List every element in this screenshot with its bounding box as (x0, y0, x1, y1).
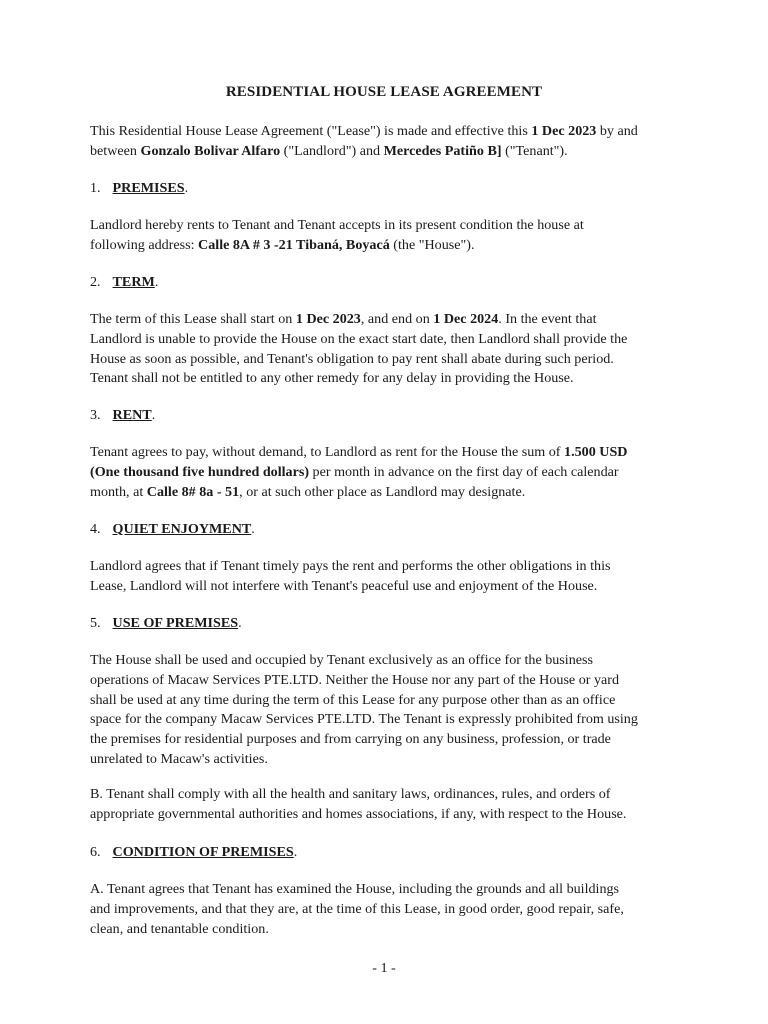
tenant-name: Mercedes Patiño B] (383, 142, 502, 159)
intro-paragraph: This Residential House Lease Agreement ("Lease") is made and effective this 1 Dec 2023 by and between Gonzalo Bolivar Alfaro ("Landlord") and Mercedes Patiño B] ("Tenant"). (90, 123, 638, 159)
term-paragraph: The term of this Lease shall start on 1 Dec 2023, and end on 1 Dec 2024. In the event that Landlord is unable to provide the House on the exact start date, then Landlord shall provide the House as soon as possible, and Tenant's obligation to pay rent shall abate during such period. Tenant shall not be entitled to any other remedy for any delay in providing the House. (90, 311, 628, 387)
condition-of-premises-paragraph-a: A. Tenant agrees that Tenant has examined the House, including the grounds and all buildings and improvements, and that they are, at the time of this Lease, in good order, good repair, safe, clean, and tenantable condition. (90, 881, 624, 937)
use-of-premises-paragraph-a: The House shall be used and occupied by Tenant exclusively as an office for the business operations of Macaw Services PTE.LTD. Neither the House nor any part of the House or yard shall be used at any time during the term of this Lease for any purpose other than as an office space for the company Macaw Services PTE.LTD. The Tenant is expressly prohibited from using the premises for residential purposes and from carrying on any business, profession, or trade unrelated to Macaw's activities. (90, 652, 638, 767)
rent-amount-words: (One thousand five hundred dollars) (90, 463, 310, 480)
section-heading-use-of-premises: 5. USE OF PREMISES. (90, 615, 242, 631)
section-heading-rent: 3. RENT. (90, 407, 156, 423)
section-heading-term: 2. TERM. (90, 274, 159, 290)
document-title: RESIDENTIAL HOUSE LEASE AGREEMENT (225, 84, 543, 100)
use-of-premises-paragraph-b: B. Tenant shall comply with all the health and sanitary laws, ordinances, rules, and orders of appropriate governmental authorities and homes associations, if any, with respect to the House. (90, 786, 627, 822)
rent-amount: 1.500 USD (564, 444, 628, 460)
house-address: Calle 8A # 3 -21 Tibaná, Boyacá (198, 236, 390, 253)
landlord-name: Gonzalo Bolivar Alfaro (140, 142, 281, 159)
effective-date: 1 Dec 2023 (531, 123, 597, 139)
payment-address: Calle 8# 8a - 51 (146, 483, 240, 500)
section-heading-quiet-enjoyment: 4. QUIET ENJOYMENT. (90, 521, 255, 537)
term-end-date: 1 Dec 2024 (433, 311, 499, 327)
term-start-date: 1 Dec 2023 (295, 311, 361, 327)
premises-paragraph: Landlord hereby rents to Tenant and Tenant accepts in its present condition the house at following address: Calle 8A # 3 -21 Tibaná, Boyacá (the "House"). (90, 217, 584, 253)
section-heading-premises: 1. PREMISES. (90, 180, 189, 196)
section-heading-condition-of-premises: 6. CONDITION OF PREMISES. (90, 844, 298, 860)
quiet-enjoyment-paragraph: Landlord agrees that if Tenant timely pays the rent and performs the other obligations in this Lease, Landlord will not interfere with Tenant's peaceful use and enjoyment of the House. (90, 558, 611, 594)
page-number: - 1 - (372, 960, 396, 976)
rent-paragraph: Tenant agrees to pay, without demand, to Landlord as rent for the House the sum of 1.500 USD (One thousand five hundred dollars) per month in advance on the first day of each calendar month, at Calle 8# 8a - 51, or at such other place as Landlord may designate. (90, 444, 628, 500)
